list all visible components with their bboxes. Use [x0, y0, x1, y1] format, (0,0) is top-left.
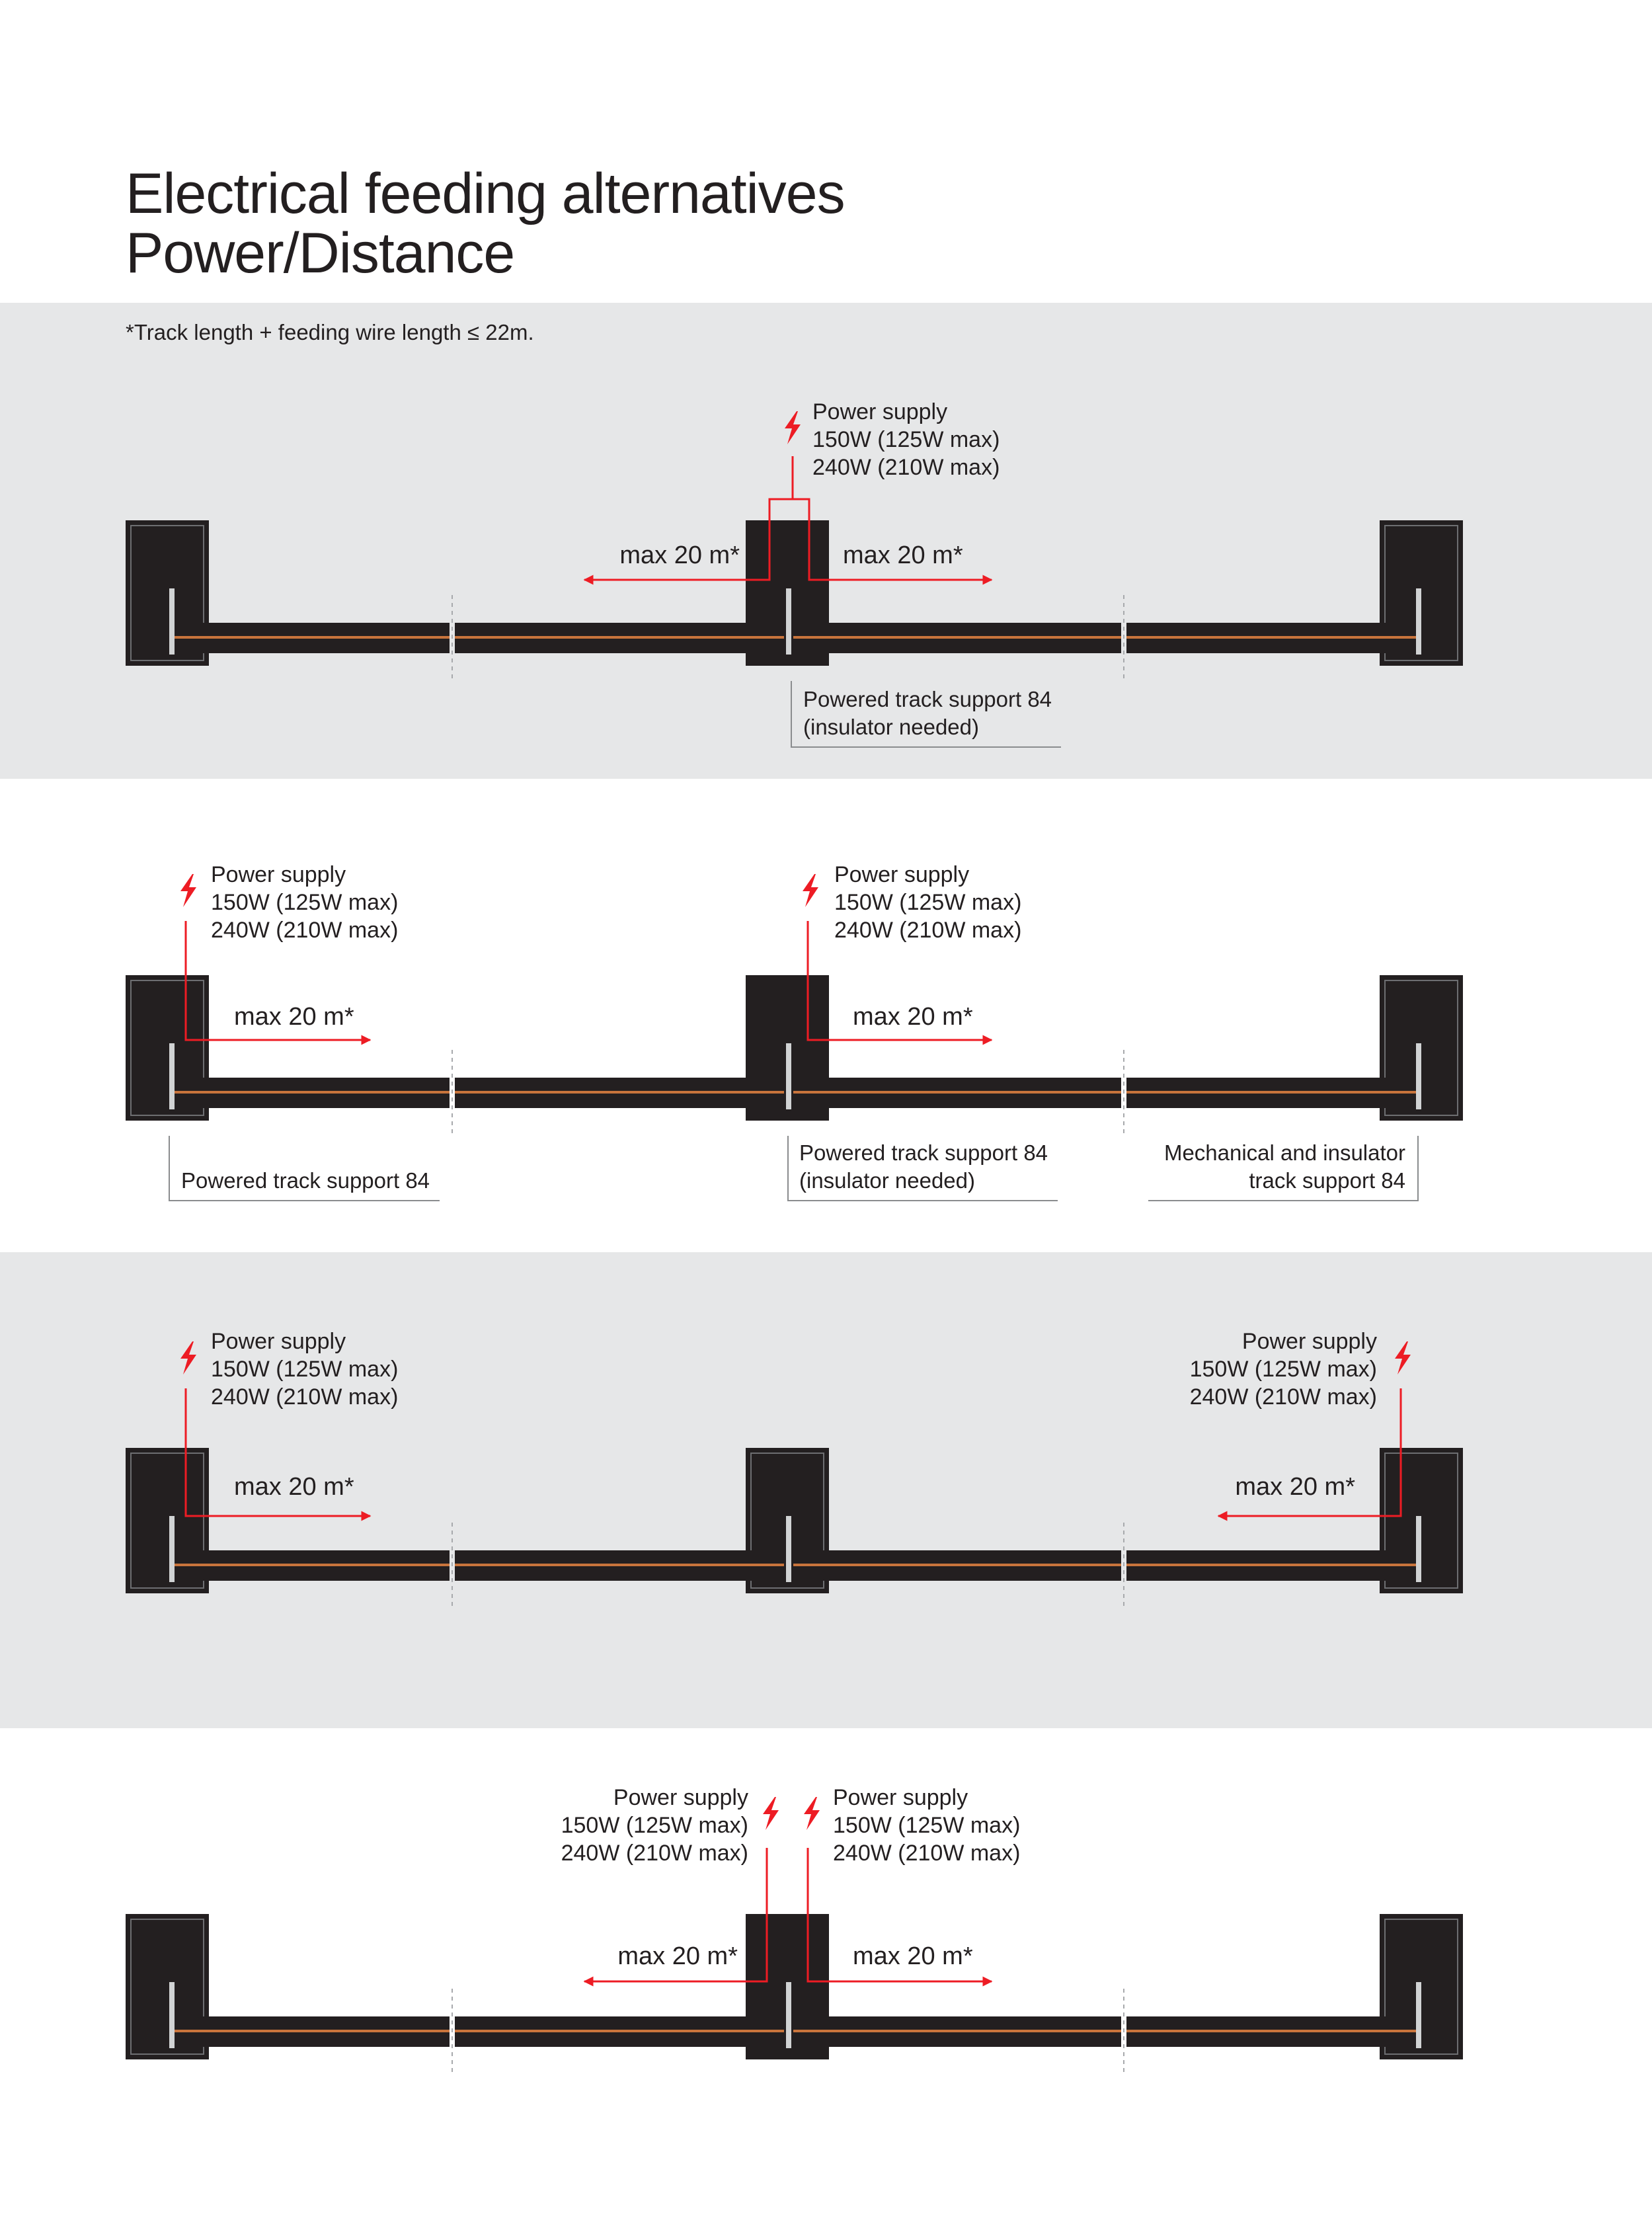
- callout-line1: Mechanical and insulator: [1163, 1140, 1405, 1165]
- power-supply-line2: 240W (210W max): [211, 918, 399, 943]
- power-supply-line2: 240W (210W max): [812, 455, 1000, 480]
- callout-line1: Powered track support 84: [181, 1168, 430, 1193]
- track-layout: [126, 975, 1463, 1136]
- lightning-bolt-icon: [180, 874, 196, 907]
- power-supply-line1: 150W (125W max): [561, 1813, 748, 1838]
- track-layout: [126, 1448, 1463, 1609]
- power-supply-line2: 240W (210W max): [211, 1384, 399, 1410]
- section-1-diagram: [126, 399, 1463, 747]
- track-segments: [172, 1550, 1419, 1581]
- power-supply-label: Power supply: [211, 1329, 346, 1354]
- power-supply-line1: 150W (125W max): [833, 1813, 1021, 1838]
- section-3-diagram: [126, 1329, 1463, 1609]
- distance-label: max 20 m*: [1235, 1473, 1355, 1501]
- power-supply-line2: 240W (210W max): [561, 1841, 748, 1866]
- power-supply-line2: 240W (210W max): [1189, 1384, 1377, 1410]
- power-supply-line1: 150W (125W max): [834, 890, 1022, 915]
- callout-line2: (insulator needed): [799, 1168, 975, 1193]
- power-supply-label: Power supply: [1241, 1329, 1377, 1354]
- callout-line2: track support 84: [1249, 1168, 1405, 1193]
- distance-label: max 20 m*: [617, 1942, 738, 1970]
- callout-powered-insulator: [791, 681, 1061, 747]
- lightning-bolt-icon: [803, 874, 818, 907]
- power-supply-line1: 150W (125W max): [211, 890, 399, 915]
- power-supply-label: Power supply: [613, 1785, 748, 1810]
- callout-powered-insulator: [788, 1136, 1058, 1201]
- distance-label: max 20 m*: [853, 1003, 973, 1031]
- power-supply-line1: 150W (125W max): [812, 427, 1000, 452]
- title-line-1: Electrical feeding alternatives: [126, 162, 845, 225]
- power-supply-line2: 240W (210W max): [834, 918, 1022, 943]
- lightning-bolt-icon: [804, 1797, 820, 1830]
- lightning-bolt-icon: [180, 1341, 196, 1374]
- track-segments: [172, 623, 1419, 653]
- power-feed-right: [1190, 1329, 1411, 1516]
- title-line-2: Power/Distance: [126, 221, 515, 285]
- power-supply-label: Power supply: [812, 399, 948, 424]
- power-feed-middle: [803, 862, 1021, 1040]
- track-layout: [126, 520, 1463, 681]
- distance-label: max 20 m*: [234, 1003, 354, 1031]
- footnote: *Track length + feeding wire length ≤ 22m.: [126, 320, 534, 344]
- power-feed-right: [804, 1785, 1020, 1981]
- callout-mechanical: [1148, 1136, 1418, 1201]
- power-supply-label: Power supply: [833, 1785, 968, 1810]
- callout-line2: (insulator needed): [803, 715, 979, 739]
- distance-label: max 20 m*: [234, 1473, 354, 1501]
- section-4-diagram: [126, 1785, 1463, 2075]
- track-segments: [172, 2016, 1419, 2047]
- track-layout: [126, 1914, 1463, 2075]
- distance-label: max 20 m*: [853, 1942, 973, 1970]
- power-supply-line1: 150W (125W max): [1189, 1357, 1377, 1382]
- power-supply-label: Power supply: [211, 862, 346, 887]
- lightning-bolt-icon: [785, 411, 801, 444]
- power-feed-left: [180, 1329, 398, 1516]
- power-supply-label: Power supply: [834, 862, 970, 887]
- callout-powered: [169, 1136, 440, 1201]
- track-segments: [172, 1078, 1419, 1108]
- distance-label: max 20 m*: [619, 541, 740, 569]
- lightning-bolt-icon: [1395, 1341, 1411, 1374]
- lightning-bolt-icon: [763, 1797, 779, 1830]
- power-feed-left: [180, 862, 398, 1040]
- power-supply-line1: 150W (125W max): [211, 1357, 399, 1382]
- section-2-diagram: [126, 862, 1463, 1201]
- callout-line1: Powered track support 84: [799, 1140, 1048, 1165]
- callout-line1: Powered track support 84: [803, 687, 1052, 711]
- distance-label: max 20 m*: [843, 541, 963, 569]
- power-supply-line2: 240W (210W max): [833, 1841, 1021, 1866]
